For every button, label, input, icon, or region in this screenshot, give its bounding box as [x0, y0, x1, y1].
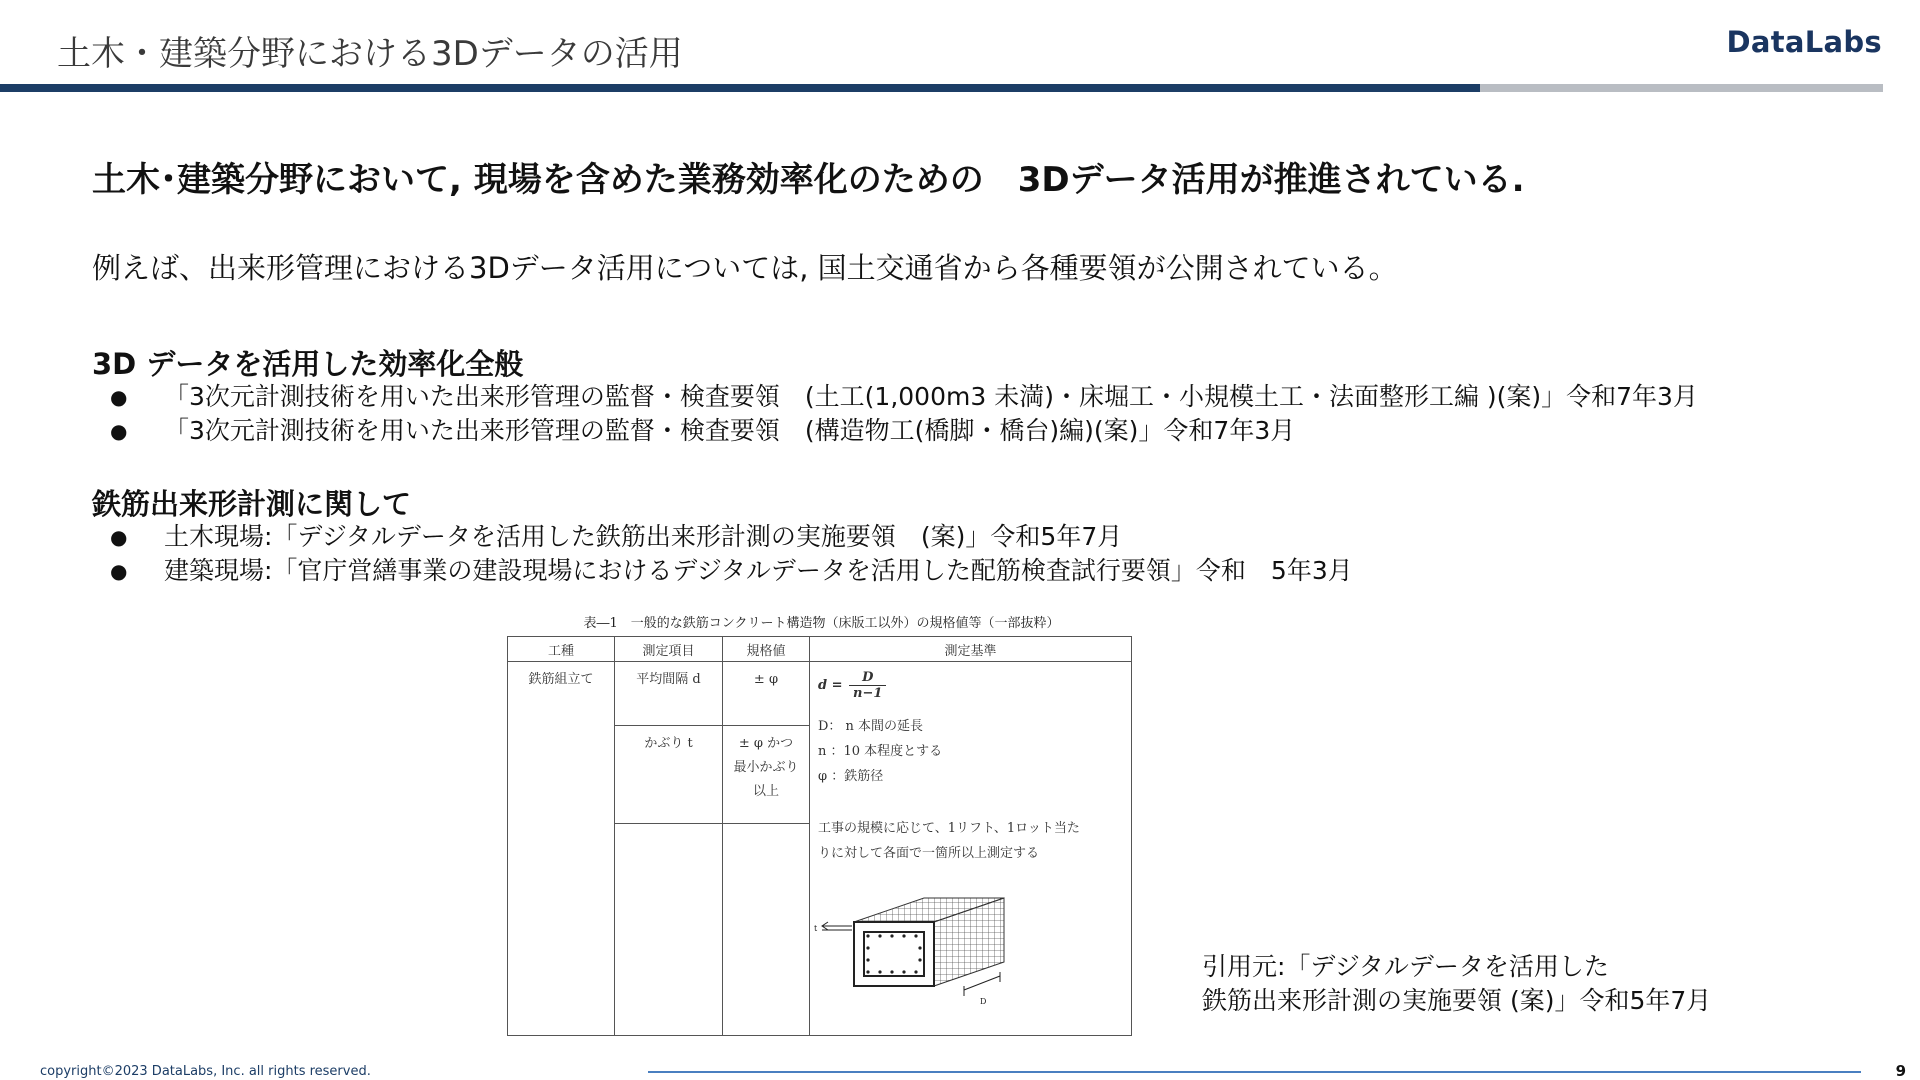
- list-item: ● 建築現場:「官庁営繕事業の建設現場におけるデジタルデータを活用した配筋検査試行要領」令和 5年3月: [92, 554, 1353, 588]
- bullet-icon: ●: [110, 525, 128, 549]
- page-title: 土木・建築分野における3Dデータの活用: [57, 34, 683, 74]
- criteria-definitions: D： n 本間の延長 n ：10 本程度とする φ ：鉄筋径: [818, 719, 943, 784]
- copyright-text: copyright©2023 DataLabs, Inc. all rights reserved.: [40, 1064, 371, 1079]
- table-cell-work-type: 鉄筋組立て: [508, 662, 615, 1036]
- intro-text: 例えば、出来形管理における3Dデータ活用については, 国土交通省から各種要領が公開されている。: [92, 251, 1398, 285]
- list-item: ● 「3次元計測技術を用いた出来形管理の監督・検査要領 (土工(1,000m3 未満)・床堀工・小規模土工・法面整形工編 )(案)」令和7年3月: [92, 380, 1698, 414]
- table-cell: ± φ: [723, 662, 810, 726]
- section-heading-rebar: 鉄筋出来形計測に関して: [92, 487, 412, 521]
- table-cell-criteria: [810, 662, 1132, 1036]
- table-caption: 表―1 一般的な鉄筋コンクリート構造物（床版工以外）の規格値等（一部抜粋）: [583, 616, 1060, 631]
- d-label: D: [980, 997, 987, 1006]
- t-label: t: [814, 924, 818, 933]
- citation: 引用元:「デジタルデータを活用した 鉄筋出来形計測の実施要領 (案)」令和5年7月: [1202, 952, 1712, 1015]
- footer-rule: [648, 1071, 1861, 1073]
- criteria-note: 工事の規模に応じて、1リフト、1ロット当た りに対して各面で一箇所以上測定する: [818, 821, 1080, 861]
- table-cell-empty: [723, 824, 810, 1036]
- bullet-icon: ●: [110, 559, 128, 583]
- list-3d-general: [92, 380, 1698, 448]
- table-header: 規格値: [723, 637, 810, 662]
- headline: 土木･建築分野において, 現場を含めた業務効率化のための 3Dデータ活用が推進されている.: [92, 160, 1525, 200]
- section-heading-3d-general: 3D データを活用した効率化全般: [92, 347, 524, 381]
- table-header: 測定基準: [810, 637, 1132, 662]
- list-item: ● 土木現場:「デジタルデータを活用した鉄筋出来形計測の実施要領 (案)」令和5年7月: [92, 520, 1353, 554]
- table-header: 工種: [508, 637, 615, 662]
- rebar-box-drawing-icon: [814, 890, 1014, 1010]
- table-header: 測定項目: [615, 637, 723, 662]
- table-cell-empty: [615, 824, 723, 1036]
- table-cell: 平均間隔 d: [615, 662, 723, 726]
- spec-table-figure: [507, 612, 1136, 1037]
- bullet-icon: ●: [110, 419, 128, 443]
- datalabs-logo: DataLabs: [1726, 25, 1882, 59]
- header-rule-dark: [0, 84, 1480, 92]
- table-cell: ± φ かつ 最小かぶり 以上: [723, 726, 810, 824]
- spacing-formula: d = $\frac{D}{n-1}$: [818, 670, 886, 701]
- bullet-icon: ●: [110, 385, 128, 409]
- list-rebar: [92, 520, 1353, 588]
- spec-table: [507, 636, 1132, 1036]
- page-number: 9: [1895, 1062, 1906, 1080]
- table-cell: かぶり t: [615, 726, 723, 824]
- header-rule-light: [1480, 84, 1883, 92]
- list-item: ● 「3次元計測技術を用いた出来形管理の監督・検査要領 (構造物工(橋脚・橋台)編)(案)」令和7年3月: [92, 414, 1698, 448]
